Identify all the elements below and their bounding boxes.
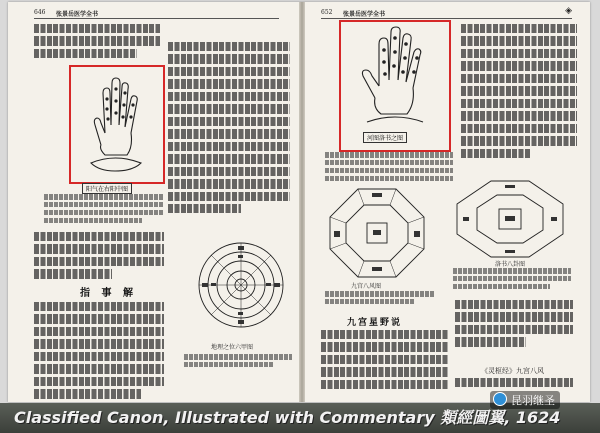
left-text-top-a [34, 24, 160, 60]
watermark-logo-icon [493, 392, 507, 406]
right-hand-figure [339, 20, 451, 152]
book-spread [8, 2, 590, 402]
left-figure-note [44, 194, 164, 230]
right-diagram-note-left [325, 291, 435, 311]
right-text-col-top [461, 24, 577, 174]
right-diagram-caption-right: 洛书八卦图 [495, 261, 526, 268]
left-page-header [34, 8, 279, 19]
page-mark-icon: ◈ [565, 6, 572, 16]
left-text-bottom-a [34, 302, 164, 402]
left-diagram-note [184, 354, 292, 374]
hand-illustration-right [341, 22, 445, 128]
right-section-heading: 九宫星野说 [347, 318, 403, 328]
right-diagram-caption-left: 九宫八风图 [351, 283, 382, 290]
watermark-text: 昆羽继圣 [511, 394, 555, 407]
right-page [305, 2, 590, 402]
left-page-number: 646 [34, 9, 46, 16]
figure-caption: Classified Canon, Illustrated with Commentary 類經圖翼, 1624 [14, 408, 561, 427]
hand-illustration-left [71, 67, 159, 178]
left-text-mid [34, 232, 164, 280]
nine-palaces-octagon-diagram [327, 187, 427, 279]
left-text-col-b [168, 42, 290, 228]
source-watermark [490, 391, 560, 409]
right-hand-caption: 河图洛书之图 [363, 132, 407, 143]
left-hand-figure [69, 65, 165, 184]
right-figure-note [325, 152, 453, 188]
right-footer-line: 《灵枢经》九宫八风 [481, 367, 544, 375]
right-running-head: 张景岳医学全书 [343, 11, 386, 18]
luoshu-bagua-diagram [455, 180, 565, 258]
right-page-header [321, 8, 572, 19]
left-diagram-caption: 地理之位六甲图 [211, 344, 254, 351]
right-diagram-note-right [453, 268, 571, 296]
left-running-head: 张景岳医学全书 [56, 11, 99, 18]
left-page [8, 2, 299, 402]
right-page-number: 652 [321, 9, 333, 16]
liu-jia-circle-diagram [196, 230, 286, 342]
left-section-heading: 指 事 解 [80, 288, 137, 299]
left-hand-caption: 阳气在右阳中图 [82, 183, 132, 194]
right-text-bottom-a [321, 330, 449, 402]
right-text-bottom-b [455, 300, 573, 362]
